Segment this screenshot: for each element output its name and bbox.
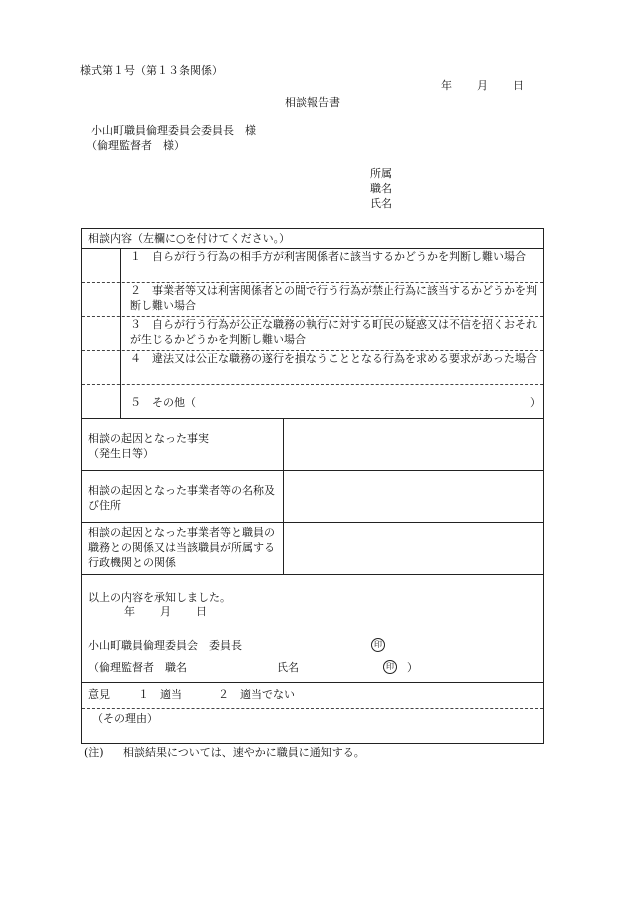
opinion-reason-label: （その理由） bbox=[92, 712, 158, 725]
date-day: 日 bbox=[513, 79, 524, 92]
field-label-business: 相談の起因となった事業者等の名称及び住所 bbox=[88, 484, 275, 512]
name-label: 氏名 bbox=[370, 197, 392, 210]
check-column-divider bbox=[120, 248, 121, 418]
date-year: 年 bbox=[441, 79, 452, 92]
approval-month: 月 bbox=[160, 605, 171, 618]
seal-icon: 印 bbox=[371, 638, 385, 652]
approval-year: 年 bbox=[124, 605, 135, 618]
opinion-option-unsuitable[interactable]: ２ 適当でない bbox=[218, 688, 295, 701]
field-label-relation: 相談の起因となった事業者等と職員の職務との関係又は当該職員が所属する行政機関との関係 bbox=[88, 526, 275, 569]
committee-label: 小山町職員倫理委員会 委員長 bbox=[88, 639, 242, 652]
date-month: 月 bbox=[477, 79, 488, 92]
consultation-form bbox=[81, 228, 544, 744]
field-value-relation[interactable] bbox=[284, 523, 543, 574]
consultation-item-3: ３ 自らが行う行為が公正な職務の執行に対する町民の疑惑又は不信を招くおそれが生じるかどうかを判断し難い場合 bbox=[130, 318, 537, 346]
form-number: 様式第１号（第１３条関係） bbox=[80, 64, 223, 77]
supervisor-close: ） bbox=[407, 661, 418, 674]
approval-text: 以上の内容を承知しました。 bbox=[88, 591, 231, 604]
affiliation-label: 所属 bbox=[370, 167, 392, 180]
consultation-item-5-close: ） bbox=[530, 396, 541, 409]
consultation-heading: 相談内容（左欄に○を付けてください。） bbox=[88, 232, 291, 245]
check-cell-2[interactable] bbox=[82, 282, 120, 316]
field-label-fact: 相談の起因となった事実 （発生日等） bbox=[88, 432, 209, 460]
opinion-reason-field[interactable] bbox=[83, 727, 542, 742]
check-cell-4[interactable] bbox=[82, 350, 120, 384]
divider bbox=[82, 682, 543, 683]
field-value-business[interactable] bbox=[284, 471, 543, 522]
addressee-line1: 小山町職員倫理委員会委員長 様 bbox=[91, 124, 256, 137]
consultation-item-5: ５ その他（ bbox=[130, 396, 196, 409]
note-label: (注) bbox=[84, 746, 104, 759]
approval-day: 日 bbox=[196, 605, 207, 618]
note-text: 相談結果については、速やかに職員に通知する。 bbox=[123, 746, 365, 759]
position-label: 職名 bbox=[370, 182, 392, 195]
addressee-line2: （倫理監督者 様） bbox=[86, 139, 185, 152]
consultation-item-4: ４ 違法又は公正な職務の遂行を損なうこととなる行為を求める要求があった場合 bbox=[130, 352, 537, 365]
supervisor-prefix: （倫理監督者 職名 bbox=[88, 661, 187, 674]
divider bbox=[82, 708, 543, 709]
check-cell-1[interactable] bbox=[82, 248, 120, 282]
check-cell-5[interactable] bbox=[82, 384, 120, 418]
check-cell-3[interactable] bbox=[82, 316, 120, 350]
divider bbox=[82, 384, 543, 385]
consultation-item-2: ２ 事業者等又は利害関係者との間で行う行為が禁止行為に該当するかどうかを判断し難い場合 bbox=[130, 284, 537, 312]
page-title: 相談報告書 bbox=[285, 96, 340, 109]
supervisor-name-label: 氏名 bbox=[277, 661, 299, 674]
field-value-fact[interactable] bbox=[284, 419, 543, 470]
consultation-item-1: １ 自らが行う行為の相手方が利害関係者に該当するかどうかを判断し難い場合 bbox=[130, 250, 526, 263]
opinion-option-suitable[interactable]: １ 適当 bbox=[138, 688, 182, 701]
divider bbox=[82, 574, 543, 575]
seal-icon: 印 bbox=[383, 660, 397, 674]
opinion-label: 意見 bbox=[88, 688, 110, 701]
